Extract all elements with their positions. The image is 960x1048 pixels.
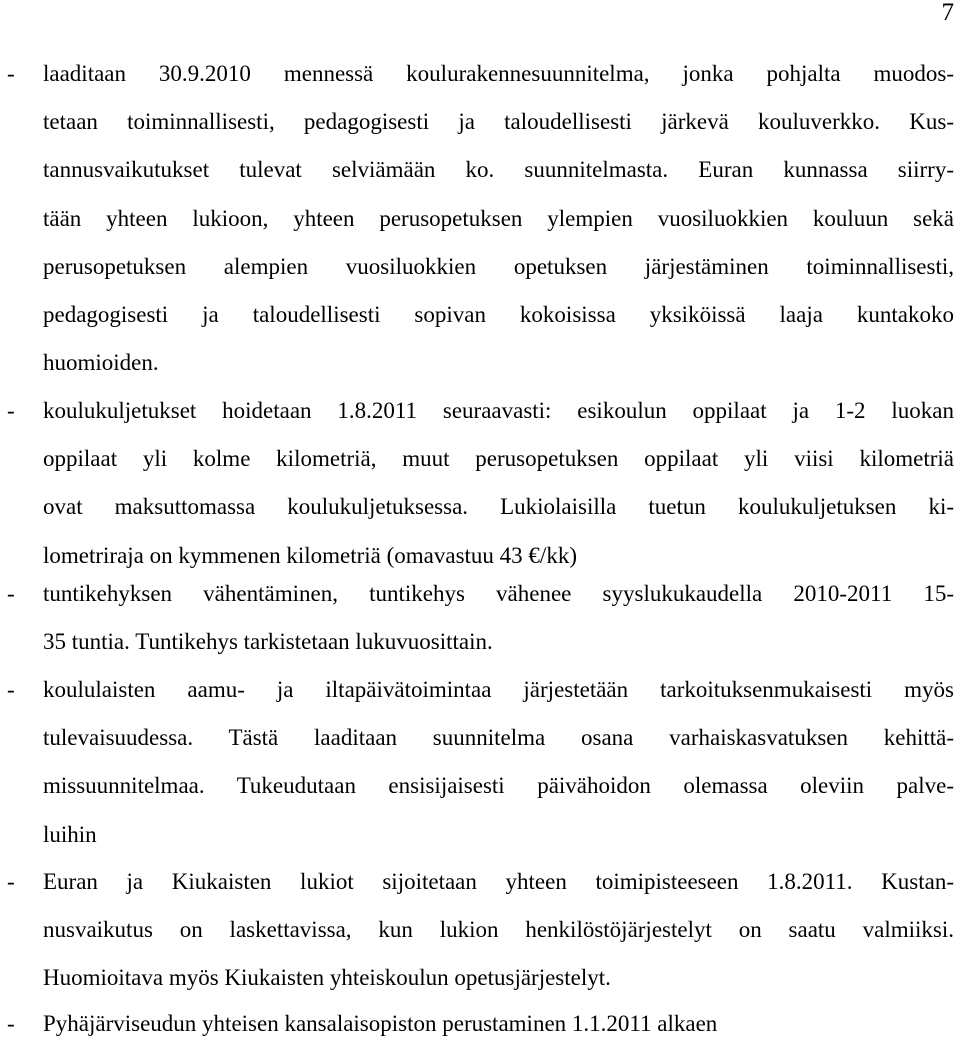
text-line: lometriraja on kymmenen kilometriä (omavastuu 43 €/kk) xyxy=(43,542,577,568)
text-line: Euran ja Kiukaisten lukiot sijoitetaan yhteen toimipisteeseen 1.8.2011. Kustan- xyxy=(43,869,954,894)
list-marker: - xyxy=(7,1011,15,1036)
text-line: tuntikehyksen vähentäminen, tuntikehys vähenee syyslukukaudella 2010-2011 15- xyxy=(43,581,954,606)
list-item-text xyxy=(43,666,954,859)
list-item-text xyxy=(43,858,954,1003)
text-line: koululaisten aamu- ja iltapäivätoimintaa järjestetään tarkoituksenmukaisesti myös xyxy=(43,677,954,702)
list-item-text xyxy=(43,387,954,580)
text-line: ovat maksuttomassa koulukuljetuksessa. Lukiolaisilla tuetun koulukuljetuksen ki- xyxy=(43,494,954,520)
text-line: perusopetuksen alempien vuosiluokkien opetuksen järjestäminen toiminnallisesti, xyxy=(43,253,954,279)
text-line: missuunnitelmaa. Tukeudutaan ensisijaisesti päivähoidon olemassa oleviin palve- xyxy=(43,773,954,799)
text-line: tetaan toiminnallisesti, pedagogisesti ja taloudellisesti järkevä kouluverkko. Kus- xyxy=(43,109,954,135)
text-line: tulevaisuudessa. Tästä laaditaan suunnitelma osana varhaiskasvatuksen kehittä- xyxy=(43,725,954,751)
list-marker: - xyxy=(7,677,15,702)
list-marker: - xyxy=(7,398,15,423)
list-marker: - xyxy=(7,581,15,606)
text-line: laaditaan 30.9.2010 mennessä koulurakennesuunnitelma, jonka pohjalta muodos- xyxy=(43,61,954,86)
list-marker: - xyxy=(7,869,15,894)
list-item-text xyxy=(43,1000,954,1048)
list-item-text xyxy=(43,570,954,666)
list-marker: - xyxy=(7,61,15,86)
page-number: 7 xyxy=(941,0,954,26)
text-line: nusvaikutus on laskettavissa, kun lukion henkilöstöjärjestelyt on saatu valmiiksi. xyxy=(43,917,954,943)
text-line: oppilaat yli kolme kilometriä, muut perusopetuksen oppilaat yli viisi kilometriä xyxy=(43,446,954,472)
text-line: tään yhteen lukioon, yhteen perusopetuksen ylempien vuosiluokkien kouluun sekä xyxy=(43,205,954,231)
text-line: 35 tuntia. Tuntikehys tarkistetaan lukuvuosittain. xyxy=(43,629,493,655)
text-line: koulukuljetukset hoidetaan 1.8.2011 seuraavasti: esikoulun oppilaat ja 1-2 luokan xyxy=(43,398,954,423)
text-line: Pyhäjärviseudun yhteisen kansalaisopiston perustaminen 1.1.2011 alkaen xyxy=(43,1011,718,1036)
text-line: pedagogisesti ja taloudellisesti sopivan kokoisissa yksiköissä laaja kuntakoko xyxy=(43,301,954,327)
text-line: tannusvaikutukset tulevat selviämään ko. suunnitelmasta. Euran kunnassa siirry- xyxy=(43,157,954,183)
list-item-text xyxy=(43,50,954,387)
text-line: huomioiden. xyxy=(43,350,159,376)
text-line: luihin xyxy=(43,821,97,847)
text-line: Huomioitava myös Kiukaisten yhteiskoulun opetusjärjestelyt. xyxy=(43,965,611,991)
